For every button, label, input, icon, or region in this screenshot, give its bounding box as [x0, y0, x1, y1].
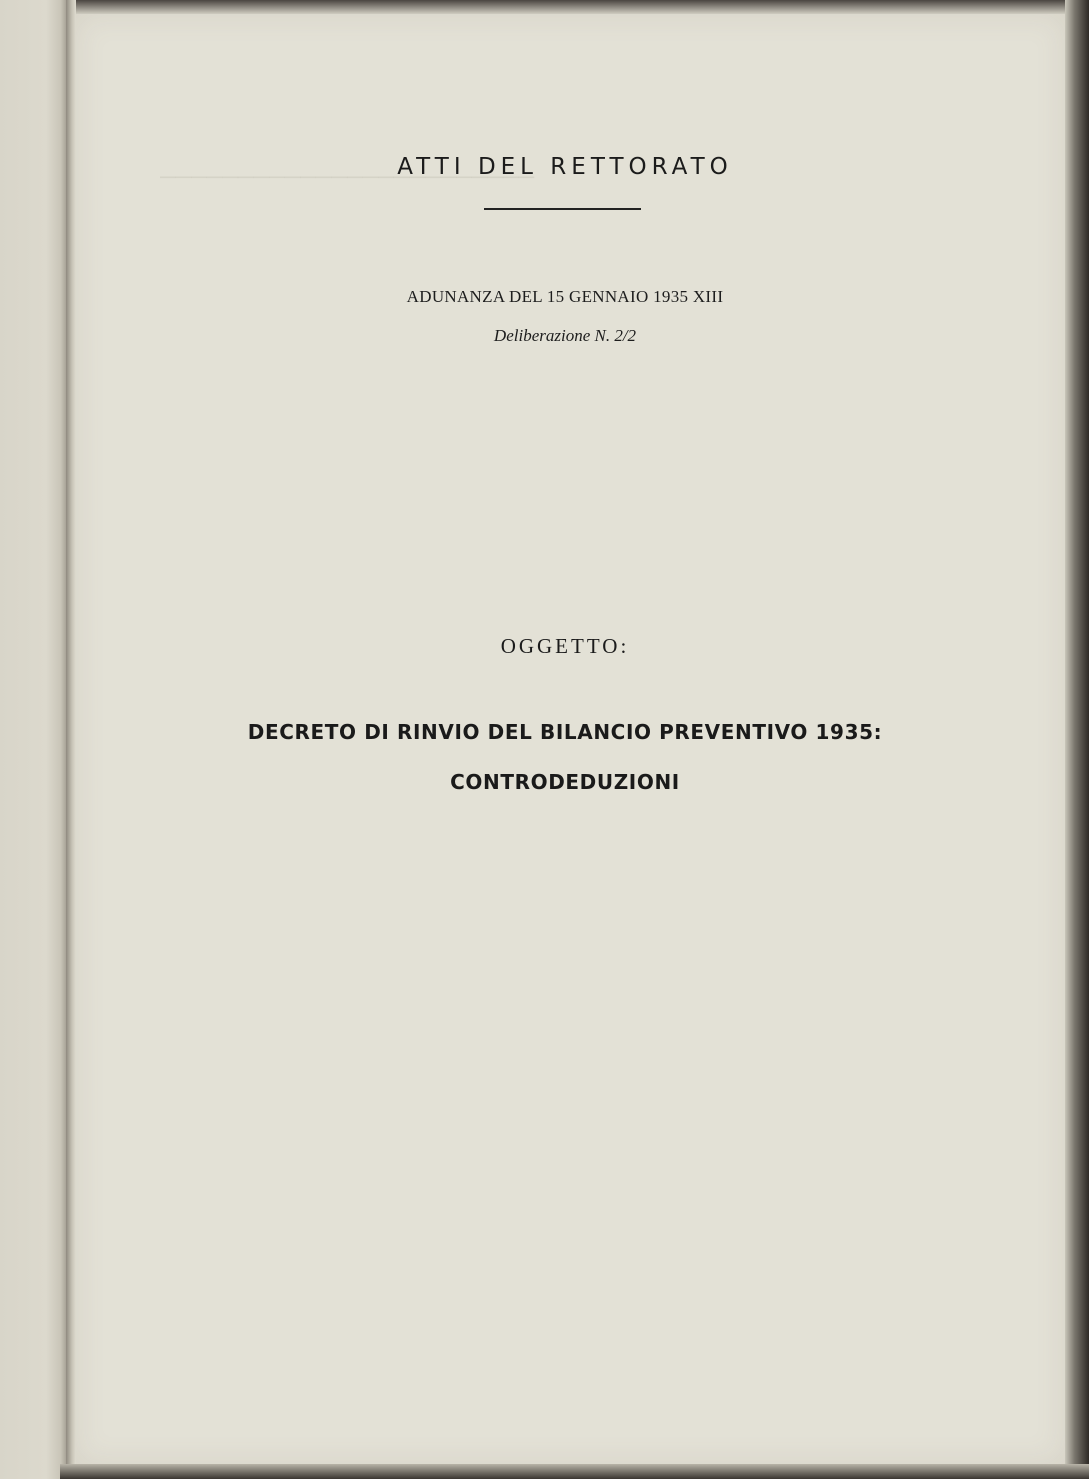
- page-right-edge: [1065, 0, 1089, 1479]
- subject-label: OGGETTO:: [500, 634, 630, 658]
- page-bottom-edge: [60, 1464, 1089, 1479]
- document-title: ATTI DEL RETTORATO: [397, 154, 733, 180]
- book-gutter: [66, 0, 76, 1479]
- meeting-date: ADUNANZA DEL 15 GENNAIO 1935 XIII: [406, 287, 724, 306]
- title-divider: [484, 208, 641, 210]
- deliberation-number: Deliberazione N. 2/2: [493, 326, 637, 345]
- facing-page: [0, 0, 66, 1479]
- subject-line-1: DECRETO DI RINVIO DEL BILANCIO PREVENTIVO 1935:: [247, 720, 883, 744]
- page-top-edge: [60, 0, 1089, 14]
- subject-line-2: CONTRODEDUZIONI: [450, 770, 680, 794]
